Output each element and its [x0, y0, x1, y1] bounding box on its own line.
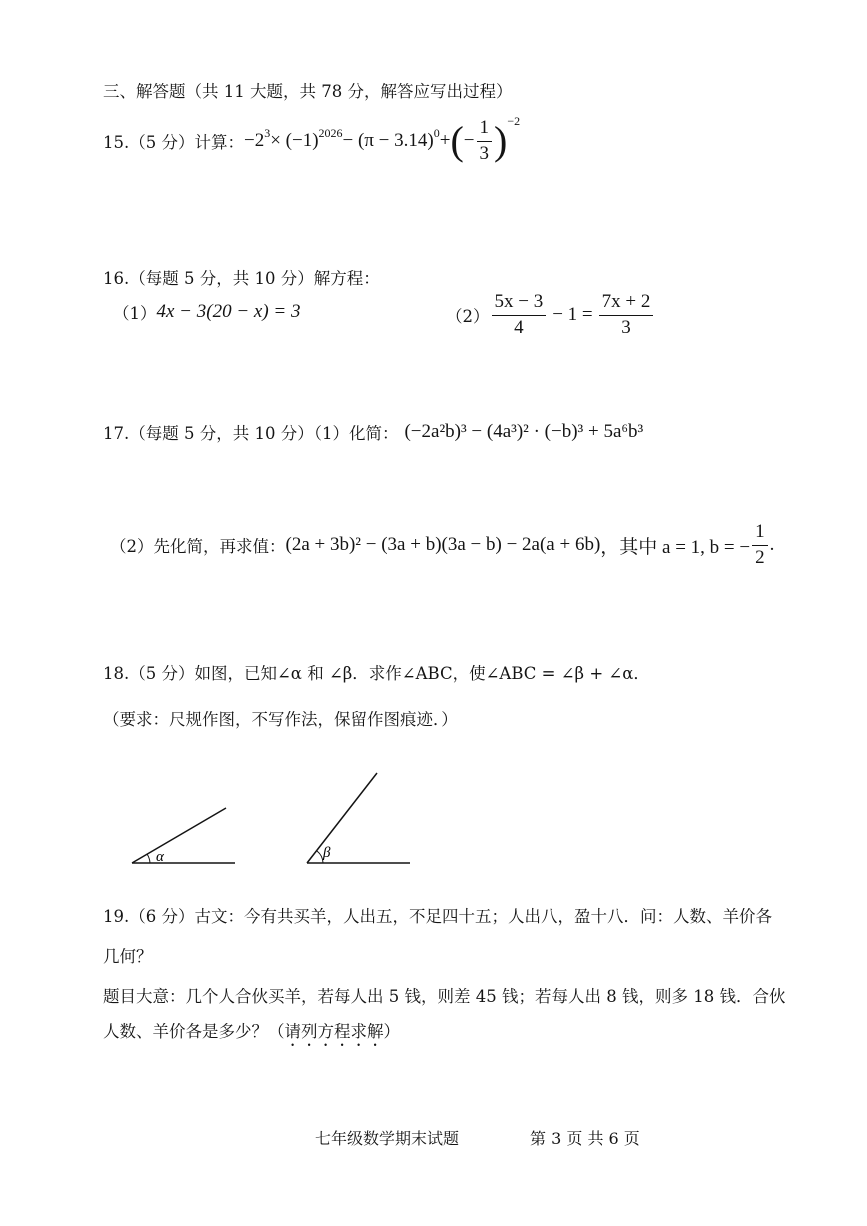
q15-label: 15.（5 分）计算： [103, 133, 244, 153]
q16-part2: （2） $\frac{5x - 3}{4}$ − 1 = $\frac{7x + 2}{3}$ [446, 292, 655, 339]
q17-expression-2: (2a + 3b)² − (3a + b)(3a − b) − 2a(a + 6b) [285, 534, 601, 556]
q19-line2: 几何？ [103, 947, 153, 966]
q18-label: 18.（5 分）如图，已知∠α 和 ∠β．求作∠ABC，使∠ABC = ∠β + ∠α． [103, 664, 650, 683]
q15-fraction: $\frac{1}{3}$ [477, 118, 493, 165]
q17-expression-1: (−2a²b)³ − (4a³)² · (−b)³ + 5a⁶b³ [404, 421, 644, 442]
q16-left-fraction: $\frac{5x - 3}{4}$ [492, 292, 547, 339]
q16-right-fraction: $\frac{7x + 2}{3}$ [599, 292, 654, 339]
footer-title: 七年级数学期末试题 [315, 1129, 460, 1148]
section-header: 三、解答题（共 11 大题，共 78 分，解答应写出过程） [103, 82, 513, 101]
q16-part1: （1） 4x − 3(20 − x) = 3 [113, 301, 301, 323]
q19-line4: 人数、羊价各是多少？（请列方程求解） [103, 1022, 400, 1041]
q17-fraction: $\frac{1}{2}$ [752, 522, 768, 569]
alpha-label: α [156, 849, 164, 865]
angle-beta [307, 773, 410, 863]
q16-label: 16.（每题 5 分，共 10 分）解方程： [103, 269, 380, 288]
q17-label: 17.（每题 5 分，共 10 分）（1）化简： [103, 424, 399, 443]
question-17 [103, 420, 643, 444]
q17-part2: （2）先化简，再求值： (2a + 3b)² − (3a + b)(3a − b) − 2a(a + 6b) ，其中 a = 1, b = − $\frac{1}{2}$ . [110, 521, 775, 568]
beta-label: β [323, 845, 331, 861]
angle-figures [120, 765, 430, 875]
q18-requirement: （要求：尺规作图，不写作法，保留作图痕迹．） [103, 710, 458, 729]
q15-expression: −2 3 × (−1) 2026 − (π − 3.14) 0 + ( − $\frac{1}{3}$ ) −2 [243, 113, 521, 164]
q19-line1: 19.（6 分）古文：今有共买羊，人出五，不足四十五；人出八，盈十八．问：人数、羊价各 [103, 907, 772, 926]
angle-alpha [132, 808, 235, 865]
question-15 [103, 113, 521, 165]
footer-page: 第 3 页 共 6 页 [530, 1129, 640, 1148]
q19-emphasis: 请列方程求解 [284, 1022, 384, 1041]
q19-line3: 题目大意：几个人合伙买羊，若每人出 5 钱，则差 45 钱；若每人出 8 钱，则多 18 钱．合伙 [103, 987, 786, 1006]
